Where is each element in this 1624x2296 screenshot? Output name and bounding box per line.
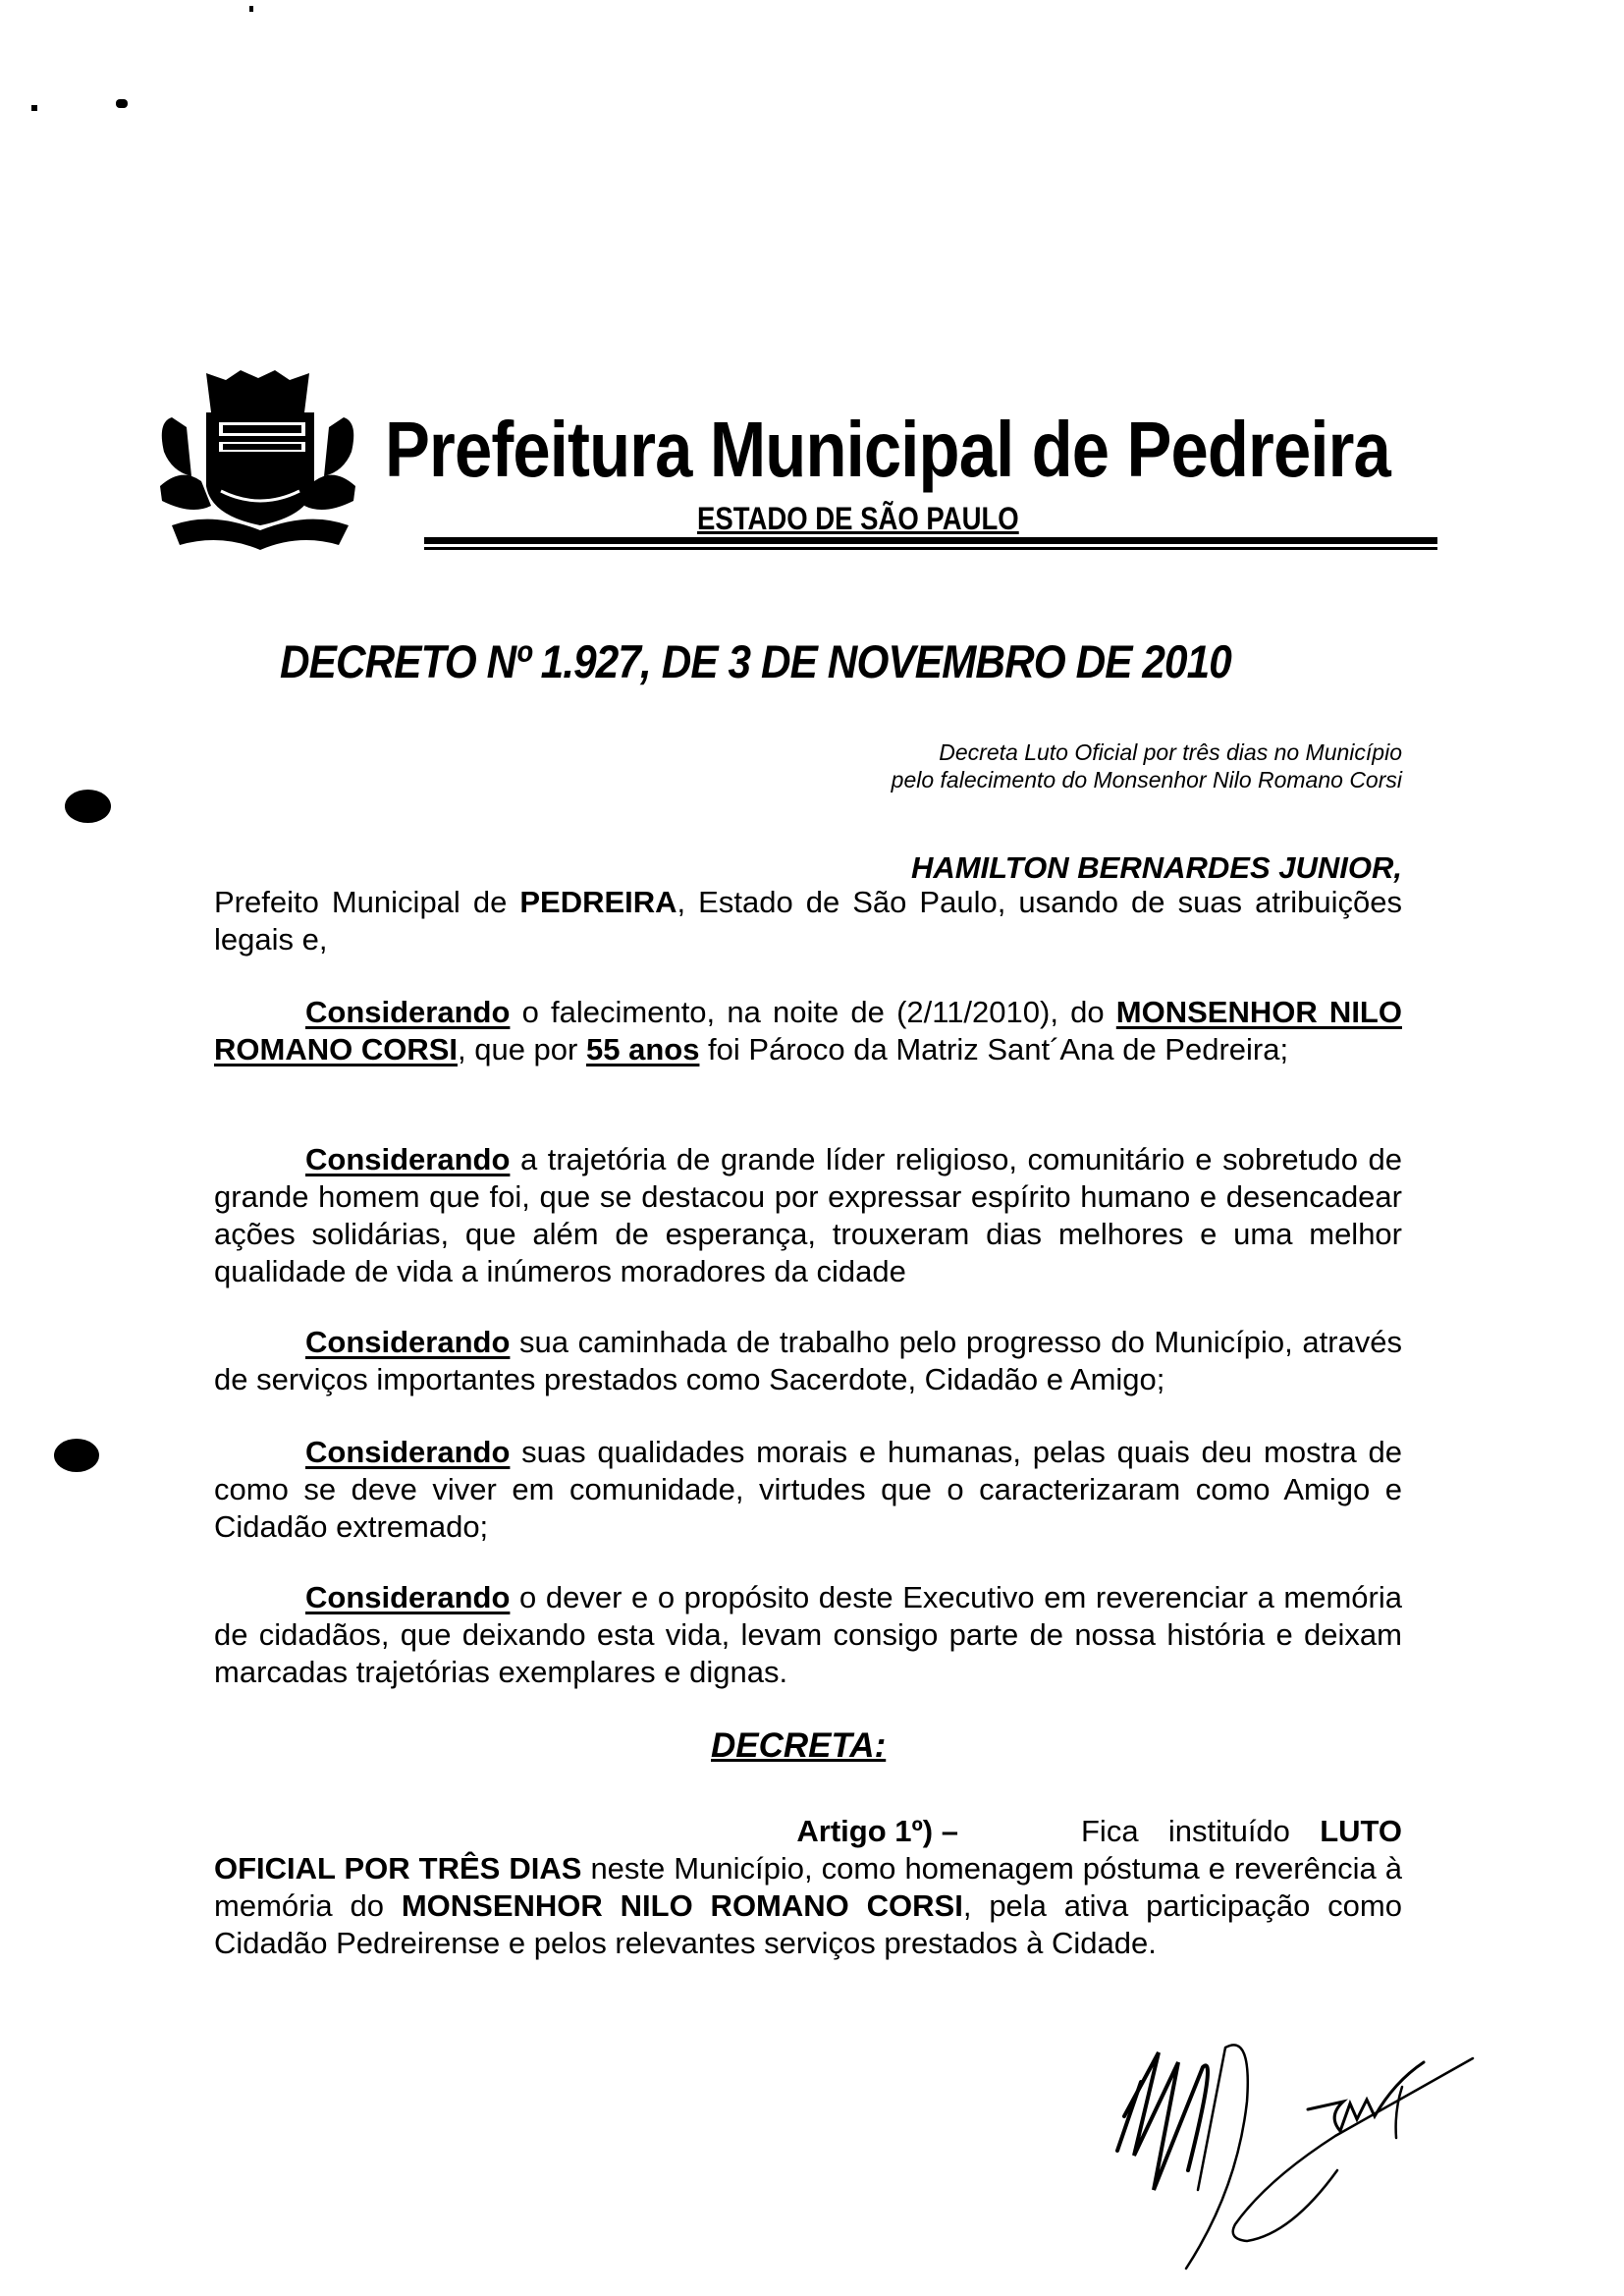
paragraph-text: foi Pároco da Matriz Sant´Ana de Pedreira; xyxy=(699,1032,1289,1066)
considerando-paragraph xyxy=(214,1141,1402,1290)
decree-title: DECRETO Nº 1.927, DE 3 DE NOVEMBRO DE 2010 xyxy=(280,635,1231,687)
preamble-paragraph xyxy=(214,884,1402,958)
considerando-paragraph xyxy=(214,1579,1402,1691)
preamble-text: , Estado de São Paulo, usando de suas atribuições legais e, xyxy=(214,885,1402,957)
considerando-keyword: Considerando xyxy=(305,1435,511,1469)
state-subtitle: ESTADO DE SÃO PAULO xyxy=(697,501,1019,536)
decree-summary xyxy=(687,738,1402,793)
handwritten-signature-icon xyxy=(1080,2023,1492,2278)
article-paragraph xyxy=(214,1813,1402,1962)
summary-line: pelo falecimento do Monsenhor Nilo Romano Corsi xyxy=(891,767,1402,793)
honoree-name: MONSENHOR NILO ROMANO CORSI xyxy=(401,1888,963,1923)
considerando-keyword: Considerando xyxy=(305,1325,511,1359)
scan-speck xyxy=(31,105,37,111)
decreta-heading: DECRETA: xyxy=(711,1726,887,1765)
paragraph-text: , que por xyxy=(458,1032,586,1066)
municipal-coat-of-arms-icon xyxy=(152,368,363,560)
paragraph-text: o dever e o propósito deste Executivo em reverenciar a memória de cidadãos, que deixando esta vida, levam consigo parte de nossa história e deixam marcadas trajetórias exemplares e dignas. xyxy=(214,1580,1402,1689)
hole-punch xyxy=(54,1439,99,1472)
article-label: Artigo 1º) – xyxy=(796,1814,958,1848)
city-name: PEDREIRA xyxy=(519,885,677,919)
paragraph-text: suas qualidades morais e humanas, pelas quais deu mostra de como se deve viver em comunidade, virtudes que o caracterizaram como Amigo e Cidadão extremado; xyxy=(214,1435,1402,1544)
considerando-keyword: Considerando xyxy=(305,1142,511,1176)
paragraph-text: Fica instituído xyxy=(1081,1814,1321,1848)
honoree-name: MONSENHOR NILO ROMANO CORSI xyxy=(214,995,1402,1066)
considerando-paragraph xyxy=(214,1434,1402,1546)
hole-punch xyxy=(65,790,111,823)
paragraph-text: neste Município, como homenagem póstuma e reverência à memória do xyxy=(214,1851,1402,1923)
mayor-name: HAMILTON BERNARDES JUNIOR, xyxy=(910,850,1402,885)
organization-title: Prefeitura Municipal de Pedreira xyxy=(385,406,1390,493)
paragraph-text: , pela ativa participação como Cidadão Pedreirense e pelos relevantes serviços prestados à Cidade. xyxy=(214,1888,1402,1960)
paragraph-text: sua caminhada de trabalho pelo progresso do Município, através de serviços importantes prestados como Sacerdote, Cidadão e Amigo; xyxy=(214,1325,1402,1396)
years-of-service: 55 anos xyxy=(585,1032,700,1066)
summary-line: Decreta Luto Oficial por três dias no Município xyxy=(939,739,1402,765)
article-emphasis: LUTO OFICIAL POR TRÊS DIAS xyxy=(214,1814,1402,1886)
paragraph-text: a trajetória de grande líder religioso, comunitário e sobretudo de grande homem que foi, que se destacou por expressar espírito humano e desencadear ações solidárias, que além de esperança, trouxeram dias melhores e uma melhor qualidade de vida a inúmeros moradores da cidade xyxy=(214,1142,1402,1288)
considerando-paragraph xyxy=(214,994,1402,1068)
paragraph-text: o falecimento, na noite de (2/11/2010), do xyxy=(510,995,1116,1029)
considerando-paragraph xyxy=(214,1324,1402,1398)
preamble-text: Prefeito Municipal de xyxy=(214,885,520,919)
considerando-keyword: Considerando xyxy=(305,995,511,1029)
scan-speck xyxy=(116,99,128,108)
scan-speck xyxy=(249,6,253,12)
header-divider-thin xyxy=(424,547,1437,550)
considerando-keyword: Considerando xyxy=(305,1580,511,1614)
header-divider xyxy=(424,537,1437,544)
